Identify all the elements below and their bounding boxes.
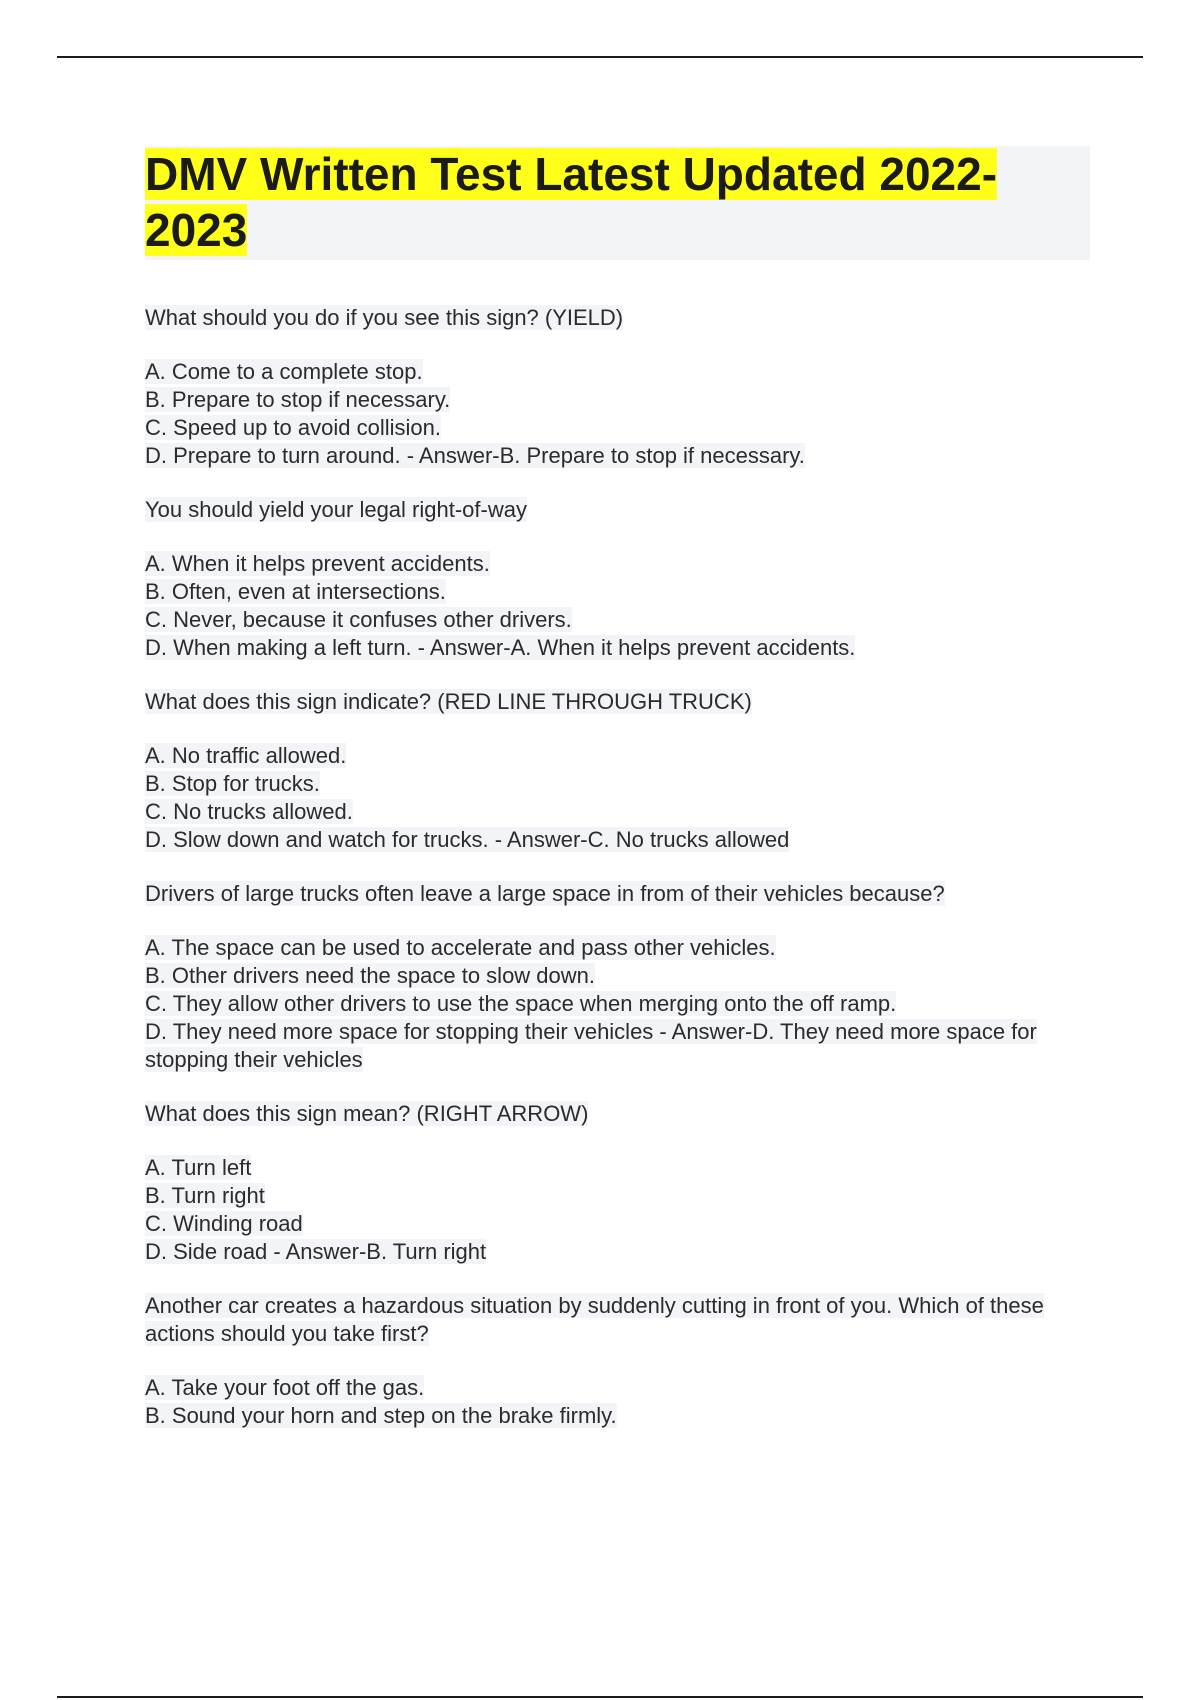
question-text: Drivers of large trucks often leave a large space in from of their vehicles because? xyxy=(145,881,945,906)
answer-option: D. When making a left turn. - Answer-A. When it helps prevent accidents. xyxy=(145,635,856,660)
document-body xyxy=(145,146,1090,1430)
bottom-rule xyxy=(57,1696,1143,1698)
answer-option: A. Come to a complete stop. xyxy=(145,359,423,384)
answer-option: B. Other drivers need the space to slow down. xyxy=(145,963,596,988)
answer-option: C. Winding road xyxy=(145,1211,303,1236)
question-block-6 xyxy=(145,1292,1090,1430)
answer-option: A. No traffic allowed. xyxy=(145,743,347,768)
question-block-3 xyxy=(145,688,1090,854)
answer-options xyxy=(145,742,1090,854)
answer-options xyxy=(145,934,1090,1074)
answer-options xyxy=(145,1154,1090,1266)
answer-option: B. Prepare to stop if necessary. xyxy=(145,387,451,412)
title-block xyxy=(145,146,1090,260)
document-title: DMV Written Test Latest Updated 2022-2023 xyxy=(145,148,998,256)
question-text: Another car creates a hazardous situation by suddenly cutting in front of you. Which of these actions should you take first? xyxy=(145,1293,1044,1346)
answer-option: A. When it helps prevent accidents. xyxy=(145,551,490,576)
question-block-5 xyxy=(145,1100,1090,1266)
answer-option: B. Sound your horn and step on the brake firmly. xyxy=(145,1403,617,1428)
answer-option: A. The space can be used to accelerate and pass other vehicles. xyxy=(145,935,776,960)
answer-options xyxy=(145,1374,1090,1430)
answer-options xyxy=(145,550,1090,662)
answer-option: D. Side road - Answer-B. Turn right xyxy=(145,1239,487,1264)
answer-option: D. They need more space for stopping their vehicles - Answer-D. They need more space for stopping their vehicles xyxy=(145,1019,1037,1072)
answer-options xyxy=(145,358,1090,470)
answer-option: B. Turn right xyxy=(145,1183,265,1208)
answer-option: C. They allow other drivers to use the space when merging onto the off ramp. xyxy=(145,991,897,1016)
answer-option: D. Prepare to turn around. - Answer-B. Prepare to stop if necessary. xyxy=(145,443,805,468)
question-text: You should yield your legal right-of-way xyxy=(145,497,527,522)
answer-option: A. Turn left xyxy=(145,1155,252,1180)
question-text: What does this sign mean? (RIGHT ARROW) xyxy=(145,1101,589,1126)
answer-option: A. Take your foot off the gas. xyxy=(145,1375,425,1400)
question-block-2 xyxy=(145,496,1090,662)
question-text: What does this sign indicate? (RED LINE THROUGH TRUCK) xyxy=(145,689,752,714)
top-rule xyxy=(57,56,1143,58)
answer-option: C. Never, because it confuses other drivers. xyxy=(145,607,572,632)
answer-option: D. Slow down and watch for trucks. - Answer-C. No trucks allowed xyxy=(145,827,790,852)
answer-option: C. No trucks allowed. xyxy=(145,799,353,824)
answer-option: C. Speed up to avoid collision. xyxy=(145,415,441,440)
answer-option: B. Often, even at intersections. xyxy=(145,579,446,604)
question-block-4 xyxy=(145,880,1090,1074)
question-text: What should you do if you see this sign? (YIELD) xyxy=(145,305,624,330)
answer-option: B. Stop for trucks. xyxy=(145,771,320,796)
question-block-1 xyxy=(145,304,1090,470)
